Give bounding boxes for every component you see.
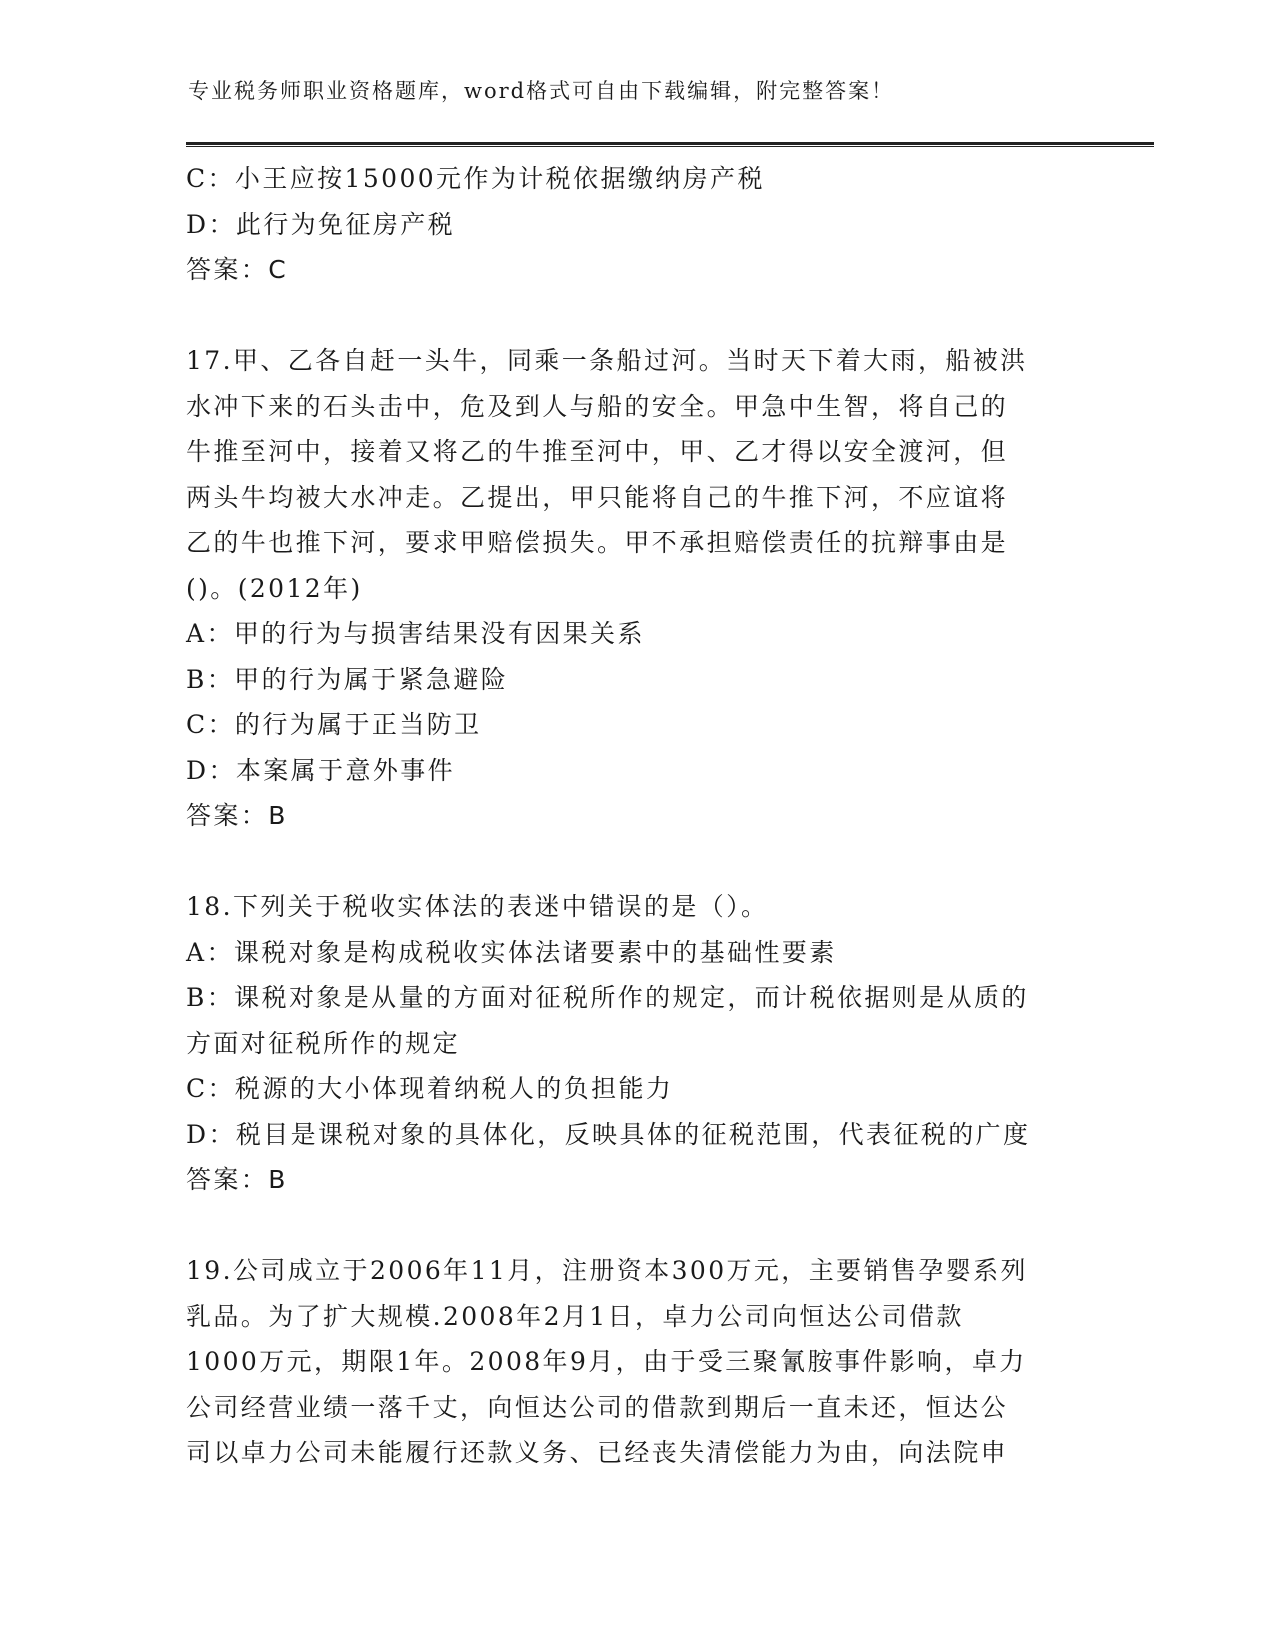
q16-option-c: C：小王应按15000元作为计税依据缴纳房产税 <box>186 164 765 193</box>
spacer <box>186 1203 1086 1249</box>
q16-option-d: D：此行为免征房产税 <box>186 209 456 239</box>
q19-stem-line: 公司经营业绩一落千丈，向恒达公司的借款到期后一直未还，恒达公 <box>186 1392 1009 1422</box>
page-header: 专业税务师职业资格题库，word格式可自由下载编辑，附完整答案！ <box>188 79 895 103</box>
q19-stem-line: 司以卓力公司未能履行还款义务、已经丧失清偿能力为由，向法院申 <box>186 1438 1009 1467</box>
spacer <box>186 839 1086 885</box>
q18-answer: 答案：B <box>186 1165 288 1194</box>
q16-answer: 答案：C <box>186 255 289 284</box>
document-body <box>186 156 1086 1476</box>
q17-option-d: D：本案属于意外事件 <box>186 755 456 785</box>
q18-option-c: C：税源的大小体现着纳税人的负担能力 <box>186 1074 674 1103</box>
header-divider <box>186 142 1154 147</box>
q17-stem-line: 牛推至河中，接着又将乙的牛推至河中，甲、乙才得以安全渡河，但 <box>186 437 1009 466</box>
q17-option-b: B：甲的行为属于紧急避险 <box>186 664 509 694</box>
q17-stem-line: 水冲下来的石头击中，危及到人与船的安全。甲急中生智，将自己的 <box>186 391 1009 421</box>
q18-option-d: D：税目是课税对象的具体化，反映具体的征税范围，代表征税的广度 <box>186 1119 1031 1149</box>
q18-stem-line: 18.下列关于税收实体法的表迷中错误的是（）。 <box>186 892 769 921</box>
q19-stem-line: 乳品。为了扩大规模.2008年2月1日，卓力公司向恒达公司借款 <box>186 1301 964 1331</box>
q19-stem-line: 1000万元，期限1年。2008年9月，由于受三聚氰胺事件影响，卓力 <box>186 1347 1027 1376</box>
q17-option-a: A：甲的行为与损害结果没有因果关系 <box>186 619 645 648</box>
q18-option-b-line: 方面对征税所作的规定 <box>186 1028 461 1058</box>
q17-stem-line: 两头牛均被大水冲走。乙提出，甲只能将自己的牛推下河，不应谊将 <box>186 482 1009 512</box>
q19-stem-line: 19.公司成立于2006年11月，注册资本300万元，主要销售孕婴系列 <box>186 1256 1028 1285</box>
q17-stem-line: 17.甲、乙各自赶一头牛，同乘一条船过河。当时天下着大雨，船被洪 <box>186 346 1028 375</box>
q18-option-a: A：课税对象是构成税收实体法诸要素中的基础性要素 <box>186 937 837 967</box>
q18-option-b-line: B：课税对象是从量的方面对征税所作的规定，而计税依据则是从质的 <box>186 983 1029 1012</box>
q17-answer: 答案：B <box>186 801 288 830</box>
q17-stem-line: 乙的牛也推下河，要求甲赔偿损失。甲不承担赔偿责任的抗辩事由是 <box>186 528 1009 557</box>
q17-option-c: C：的行为属于正当防卫 <box>186 710 482 739</box>
q17-stem-line: ()。(2012年) <box>186 573 363 603</box>
spacer <box>186 293 1086 339</box>
